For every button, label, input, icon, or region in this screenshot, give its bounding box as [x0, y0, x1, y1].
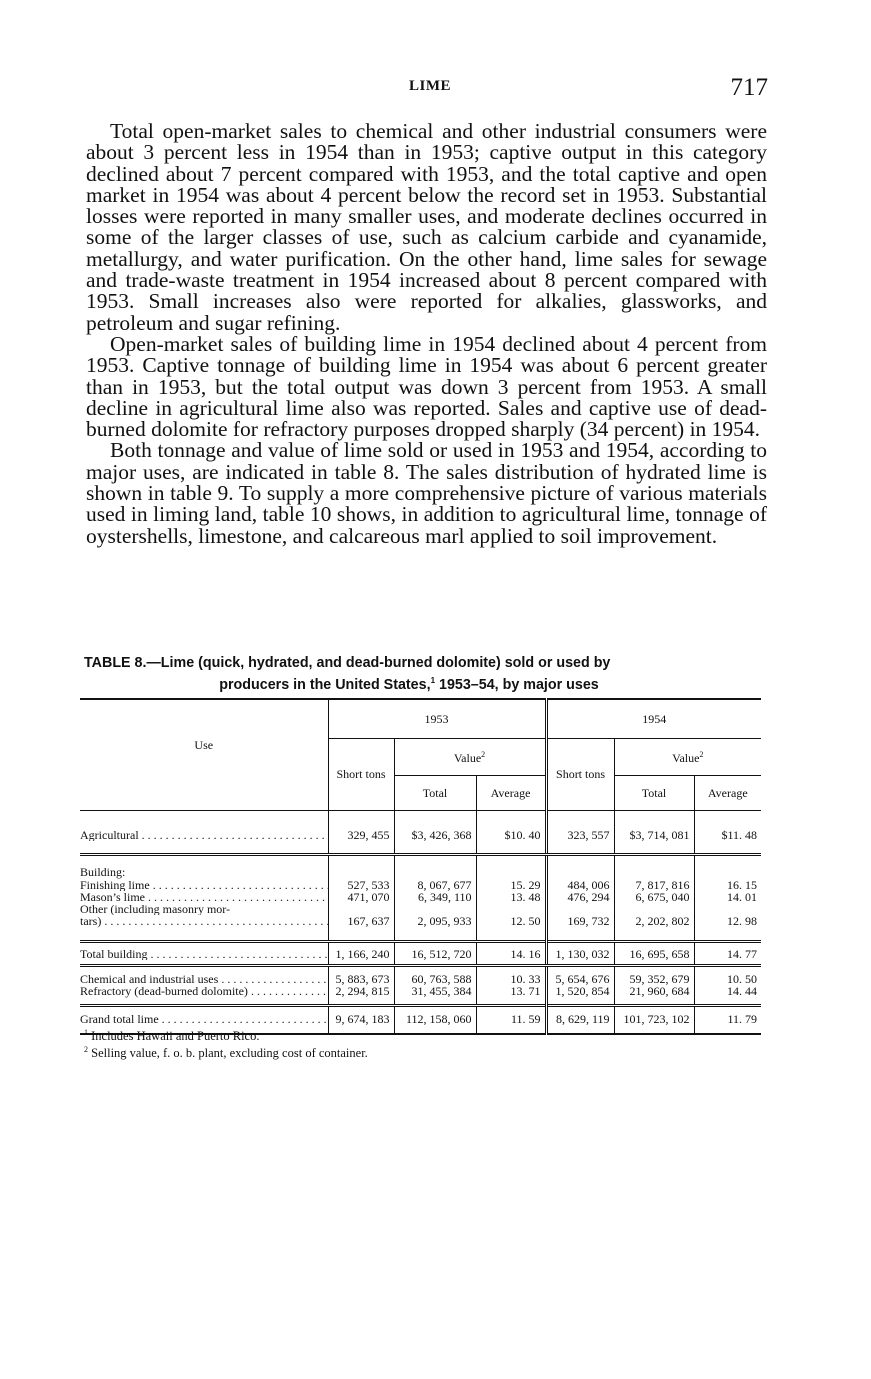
table-cell: 13. 48 — [476, 891, 546, 903]
average-header-1953: Average — [476, 776, 546, 811]
row-label: Finishing lime . . . — [80, 879, 328, 891]
row-label: Chemical and industrial uses . . . — [80, 973, 328, 985]
table-row — [80, 855, 761, 879]
footnote-1 — [84, 1026, 764, 1043]
row-label: Refractory (dead-burned dolomite) . . . — [80, 985, 328, 997]
row-label-cell — [80, 985, 328, 1005]
use-header: Use — [194, 737, 214, 752]
row-label: Building: — [80, 866, 126, 879]
row-label-cell — [80, 903, 328, 915]
table-row — [80, 915, 761, 941]
table-cell: 471, 070 — [328, 891, 394, 903]
table-cell: 60, 763, 588 — [394, 966, 476, 986]
table-cell: 2, 294, 815 — [328, 985, 394, 1005]
table-cell: 5, 883, 673 — [328, 966, 394, 986]
table-cell: 1, 130, 032 — [546, 941, 614, 965]
table-cell: 16, 695, 658 — [614, 941, 694, 965]
table-cell: 12. 50 — [476, 915, 546, 941]
table-cell: 15. 29 — [476, 879, 546, 891]
value-label: Value — [453, 751, 482, 766]
table-header-row — [80, 699, 761, 739]
table-cell: 167, 637 — [328, 915, 394, 941]
average-header-1954: Average — [694, 776, 761, 811]
table-cell: 16, 512, 720 — [394, 941, 476, 965]
table-caption-line-2 — [84, 672, 764, 694]
table-cell: 9, 674, 183 — [328, 1005, 394, 1034]
body-text — [86, 121, 767, 547]
footnote-mark: 1 — [84, 1028, 88, 1037]
table-row — [80, 985, 761, 1005]
caption-text-b: 1953–54, by major uses — [435, 676, 599, 693]
row-label: Other (including masonry mor- — [80, 903, 231, 916]
short-tons-header-1954: Short tons — [546, 739, 614, 811]
table-cell: 1, 520, 854 — [546, 985, 614, 1005]
table-caption-line-1: TABLE 8.—Lime (quick, hydrated, and dead-burned dolomite) sold or used by — [84, 655, 611, 671]
footnote-mark: 2 — [84, 1045, 88, 1055]
footnote-text: Includes Hawaii and Puerto Rico. — [88, 1029, 260, 1044]
row-label: tars) . . . — [80, 915, 328, 927]
year-1954-header: 1954 — [546, 699, 761, 739]
footnote-ref: 2 — [481, 750, 486, 760]
row-label: Grand total lime . . . — [80, 1013, 328, 1025]
row-label: Mason’s lime . . . — [80, 891, 328, 903]
table-cell: 10. 33 — [476, 966, 546, 986]
table-cell: 527, 533 — [328, 879, 394, 891]
page-number: 717 — [730, 74, 768, 101]
table-cell: 476, 294 — [546, 891, 614, 903]
table-cell: 11. 79 — [694, 1005, 761, 1034]
row-label-cell — [80, 855, 328, 879]
table-cell: 11. 59 — [476, 1005, 546, 1034]
table-cell: $10. 40 — [476, 811, 546, 855]
table-cell: 323, 557 — [546, 811, 614, 855]
table-row — [80, 811, 761, 855]
row-label: Agricultural . . . — [80, 829, 328, 841]
footnote-ref: 1 — [430, 676, 436, 685]
total-header-1954: Total — [614, 776, 694, 811]
table-cell: 6, 675, 040 — [614, 891, 694, 903]
table-cell: 59, 352, 679 — [614, 966, 694, 986]
table-cell: 13. 71 — [476, 985, 546, 1005]
table-cell: 484, 006 — [546, 879, 614, 891]
paragraph-3: Both tonnage and value of lime sold or used in 1953 and 1954, according to major uses, are indicated in table 8. The sales distribution of hydrated lime is shown in table 9. To supply a more comprehensive picture of various materials used in liming land, table 10 shows, in addition to agricultural lime, tonnage of oystershells, limestone, and calcareous marl applied to soil improvement. — [86, 438, 767, 548]
paragraph-1: Total open-market sales to chemical and other industrial consumers were about 3 percent less in 1954 than in 1953; captive output in this category declined about 7 percent compared with 1953, and the total captive and open market in 1954 was about 4 percent below the record set in 1953. Substantial losses were reported in many smaller uses, and moderate declines occurred in some of the larger classes of use, such as calcium carbide and cyanamide, metallurgy, and water purification. On the other hand, lime sales for sewage and trade-waste treatment in 1954 increased about 8 percent compared with 1953. Small increases also were reported for alkalies, glassworks, and petroleum and sugar refining. — [86, 119, 767, 335]
row-label-cell — [80, 941, 328, 965]
table-caption — [84, 655, 764, 694]
table-cell: 2, 095, 933 — [394, 915, 476, 941]
table-cell: 16. 15 — [694, 879, 761, 891]
footnotes — [84, 1026, 764, 1060]
table-cell: $3, 714, 081 — [614, 811, 694, 855]
row-label: Total building . . . — [80, 948, 328, 960]
value-header-1953 — [394, 739, 546, 776]
table-cell: $11. 48 — [694, 811, 761, 855]
table-cell: 169, 732 — [546, 915, 614, 941]
table-cell: 14. 77 — [694, 941, 761, 965]
table-cell: 5, 654, 676 — [546, 966, 614, 986]
table-cell: 8, 067, 677 — [394, 879, 476, 891]
row-label-cell — [80, 811, 328, 855]
caption-text-a: producers in the United States, — [219, 676, 431, 693]
table-cell: 10. 50 — [694, 966, 761, 986]
value-label: Value — [672, 751, 700, 766]
year-1953-header: 1953 — [328, 699, 546, 739]
value-header-1954 — [614, 739, 761, 776]
table-cell: 2, 202, 802 — [614, 915, 694, 941]
running-header: LIME — [408, 78, 451, 94]
table-cell: 101, 723, 102 — [614, 1005, 694, 1034]
table-cell: 12. 98 — [694, 915, 761, 941]
table-row — [80, 891, 761, 903]
row-label-cell — [80, 915, 328, 941]
row-label-cell — [80, 891, 328, 903]
table-cell: 14. 44 — [694, 985, 761, 1005]
table-cell: $3, 426, 368 — [394, 811, 476, 855]
table-cell: 14. 01 — [694, 891, 761, 903]
table-row — [80, 941, 761, 965]
paragraph-2: Open-market sales of building lime in 1954 declined about 4 percent from 1953. Captive tonnage of building lime in 1954 was about 6 percent greater than in 1953, but the total output was down 3 percent from 1953. A small decline in agricultural lime also was reported. Sales and captive use of dead-burned dolomite for refractory purposes dropped sharply (34 percent) in 1954. — [86, 331, 767, 442]
table-cell: 8, 629, 119 — [546, 1005, 614, 1034]
footnote-ref: 2 — [699, 750, 704, 760]
row-label-cell — [80, 879, 328, 891]
table-cell: 14. 16 — [476, 941, 546, 965]
table-cell: 329, 455 — [328, 811, 394, 855]
total-header-1953: Total — [394, 776, 476, 811]
table-cell: 31, 455, 384 — [394, 985, 476, 1005]
footnote-2 — [84, 1043, 764, 1060]
row-label-cell — [80, 966, 328, 986]
table-cell: 1, 166, 240 — [328, 941, 394, 965]
table-cell: 112, 158, 060 — [394, 1005, 476, 1034]
table-cell: 7, 817, 816 — [614, 879, 694, 891]
lime-table — [80, 698, 761, 1035]
table-cell: 21, 960, 684 — [614, 985, 694, 1005]
table-cell: 6, 349, 110 — [394, 891, 476, 903]
short-tons-header-1953: Short tons — [328, 739, 394, 811]
footnote-text: Selling value, f. o. b. plant, excluding cost of container. — [88, 1046, 368, 1061]
table-row — [80, 966, 761, 986]
